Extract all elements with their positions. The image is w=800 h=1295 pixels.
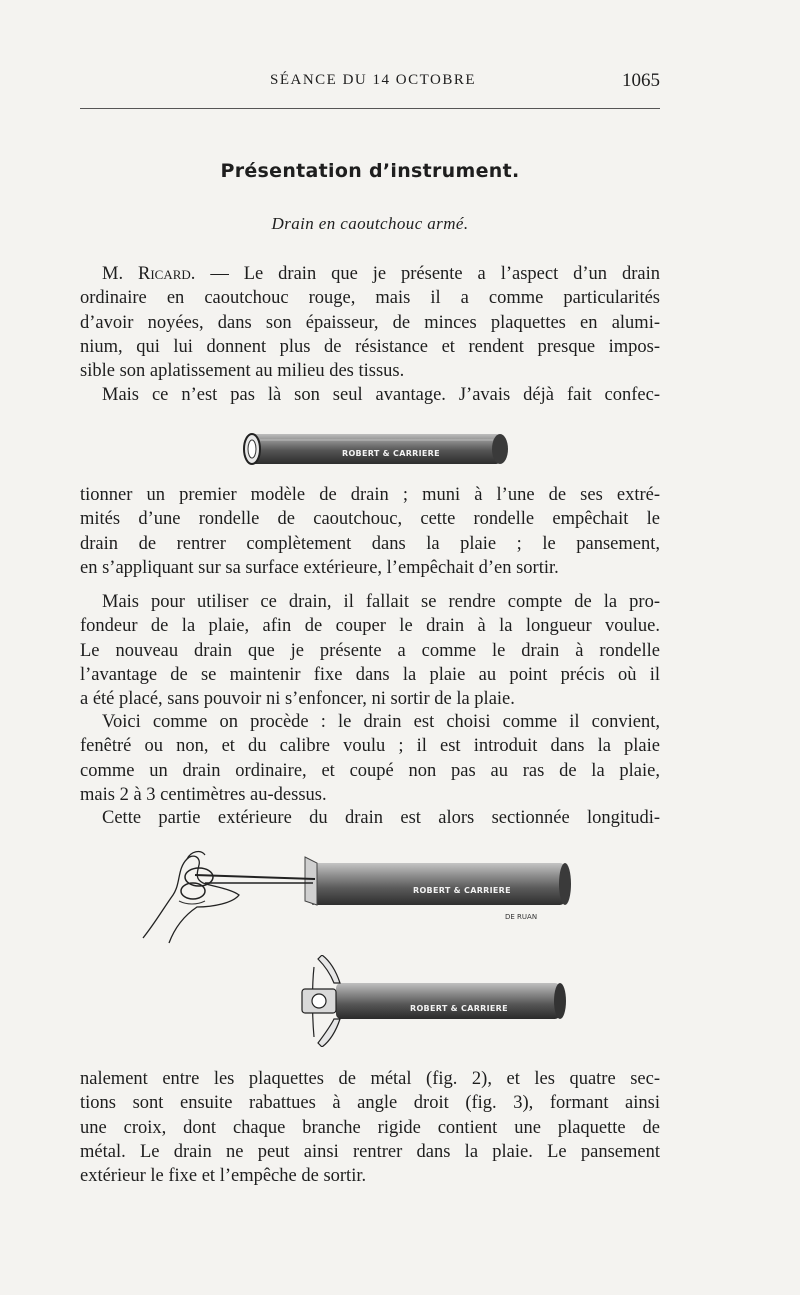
drain-tube-illustration (238, 426, 518, 474)
text-line: nalement entre les plaquettes de métal (fig. 2), et les quatre sec- (80, 1069, 660, 1089)
engraver-signature: DE RUAN (505, 913, 538, 921)
running-head (80, 72, 660, 96)
text-line: a été placé, sans pouvoir ni s’enfoncer, ni sortir de la plaie. (80, 689, 515, 710)
header-rule (80, 108, 660, 109)
manufacturer-stamp: ROBERT & CARRIERE (342, 449, 440, 458)
text-line: en s’appliquant sur sa surface extérieure, l’empêchait d’en sortir. (80, 557, 559, 578)
text-line: l’avantage de se maintenir fixe dans la plaie au point précis où il (80, 664, 660, 685)
text-line: comme un drain ordinaire, et coupé non pas au ras de la plaie, (80, 760, 660, 781)
text-line: mais 2 à 3 centimètres au-dessus. (80, 784, 327, 805)
manufacturer-stamp: ROBERT & CARRIERE (410, 1004, 508, 1013)
paragraph-depth (80, 590, 660, 711)
text-line: nium, qui lui donnent plus de résistance et rendent presque impos- (80, 336, 660, 357)
text-line: une croix, dont chaque branche rigide contient une plaquette de (80, 1117, 660, 1138)
text-line: tions sont ensuite rabattues à angle droit (fig. 3), formant ainsi (80, 1093, 660, 1114)
figure-3-flanged-drain (292, 955, 572, 1047)
text-line: Cette partie extérieure du drain est alors sectionnée longitudi- (102, 808, 660, 828)
text-line: tionner un premier modèle de drain ; muni à l’une de ses extré- (80, 485, 660, 505)
running-title: SÉANCE DU 14 OCTOBRE (270, 72, 476, 88)
text-line: Mais ce n’est pas là son seul avantage. J’avais déjà fait confec- (102, 385, 660, 405)
figure-2-cutting (135, 843, 575, 953)
paragraph-procedure (80, 710, 660, 807)
paragraph-first-model (80, 483, 660, 580)
section-title: Présentation d’instrument. (220, 160, 520, 182)
speaker-name: M. Ricard. (102, 264, 196, 284)
paragraph-conclusion (80, 1067, 660, 1188)
text-line: mités d’une rondelle de caoutchouc, cette rondelle empêchait le (80, 509, 660, 530)
text-line: ordinaire en caoutchouc rouge, mais il a comme particularités (80, 288, 660, 309)
text-line: d’avoir noyées, dans son épaisseur, de minces plaquettes en alumi- (80, 312, 660, 333)
text-line: Le nouveau drain que je présente a comme le drain à rondelle (80, 640, 660, 661)
flanged-drain-illustration (292, 955, 572, 1047)
text-line: Mais pour utiliser ce drain, il fallait se rendre compte de la pro- (102, 592, 660, 612)
text-line: drain de rentrer complètement dans la plaie ; le pansement, (80, 533, 660, 554)
section-subtitle: Drain en caoutchouc armé. (271, 214, 469, 233)
text-line: sible son aplatissement au milieu des tissus. (80, 361, 405, 382)
page-number: 1065 (622, 70, 660, 91)
paragraph-advantage (80, 383, 660, 407)
paragraph-intro (80, 262, 660, 383)
manufacturer-stamp: ROBERT & CARRIERE (413, 886, 511, 895)
text-line: extérieur le fixe et l’empêche de sortir. (80, 1166, 367, 1187)
text-line: fenêtré ou non, et du calibre voulu ; il est introduit dans la plaie (80, 736, 660, 757)
paragraph-section-cut (80, 806, 660, 830)
figure-1-drain (238, 426, 518, 474)
text-line: fondeur de la plaie, afin de couper le drain à la longueur voulue. (80, 616, 660, 637)
text-line: M. Ricard. — Le drain que je présente a l’aspect d’un drain (102, 264, 660, 284)
hand-scissors-illustration (135, 843, 575, 953)
text-line: Voici comme on procède : le drain est choisi comme il convient, (102, 712, 660, 732)
text-line: métal. Le drain ne peut ainsi rentrer dans la plaie. Le pansement (80, 1141, 660, 1162)
